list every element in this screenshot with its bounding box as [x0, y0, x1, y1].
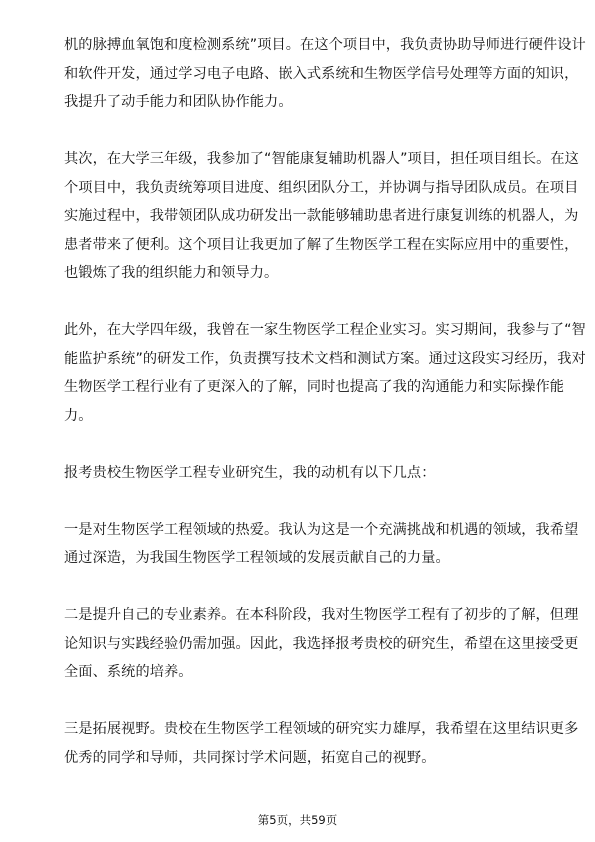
text-line: 此外，在大学四年级，我曾在一家生物医学工程企业实习。实习期间，我参与了“智	[64, 322, 586, 338]
text-line: 通过深造，为我国生物医学工程领域的发展贡献自己的力量。	[64, 550, 450, 566]
text-line: 也锻炼了我的组织能力和领导力。	[64, 265, 279, 281]
text-line: 机的脉搏血氧饱和度检测系统”项目。在这个项目中，我负责协助导师进行硬件设计	[64, 37, 586, 53]
text-line: 其次，在大学三年级，我参加了“智能康复辅助机器人”项目，担任项目组长。在这	[64, 151, 579, 167]
paragraph-internship	[64, 316, 586, 430]
page-number-footer: 第5页，共59页	[257, 813, 338, 827]
text-line: 患者带来了便利。这个项目让我更加了解了生物医学工程在实际应用中的重要性，	[64, 236, 579, 253]
paragraph-project-oximetry	[64, 31, 586, 117]
paragraph-motivation-intro	[64, 459, 534, 488]
text-line: 全面、系统的培养。	[64, 664, 193, 680]
text-line: 论知识与实践经验仍需加强。因此，我选择报考贵校的研究生，希望在这里接受更	[64, 635, 579, 652]
text-line: 力。	[64, 407, 93, 424]
paragraph-motivation-three	[64, 715, 579, 772]
text-line: 优秀的同学和导师，共同探讨学术问题，拓宽自己的视野。	[64, 749, 436, 766]
text-line: 能监护系统”的研发工作，负责撰写技术文档和测试方案。通过这段实习经历，我对	[64, 350, 586, 367]
paragraph-motivation-two	[64, 601, 579, 687]
text-line: 三是拓展视野。贵校在生物医学工程领域的研究实力雄厚，我希望在这里结识更多	[64, 721, 579, 737]
text-line: 二是提升自己的专业素养。在本科阶段，我对生物医学工程有了初步的了解，但理	[64, 607, 579, 623]
paragraph-gap	[64, 430, 534, 459]
paragraph-project-robot	[64, 145, 579, 288]
text-line: 报考贵校生物医学工程专业研究生，我的动机有以下几点：	[64, 464, 436, 481]
paragraph-gap	[64, 573, 534, 602]
document-body	[64, 31, 586, 772]
paragraph-gap	[64, 687, 534, 716]
paragraph-gap	[64, 117, 534, 146]
text-line: 我提升了动手能力和团队协作能力。	[64, 94, 293, 110]
paragraph-gap	[64, 288, 534, 317]
text-line: 实施过程中，我带领团队成功研发出一款能够辅助患者进行康复训练的机器人，为	[64, 208, 579, 224]
paragraph-motivation-one	[64, 516, 579, 573]
text-line: 生物医学工程行业有了更深入的了解，同时也提高了我的沟通能力和实际操作能	[64, 379, 565, 395]
text-line: 个项目中，我负责统筹项目进度、组织团队分工，并协调与指导团队成员。在项目	[64, 179, 579, 196]
text-line: 和软件开发，通过学习电子电路、嵌入式系统和生物医学信号处理等方面的知识，	[64, 65, 579, 82]
paragraph-gap	[64, 487, 534, 516]
text-line: 一是对生物医学工程领域的热爱。我认为这是一个充满挑战和机遇的领域，我希望	[64, 521, 579, 538]
